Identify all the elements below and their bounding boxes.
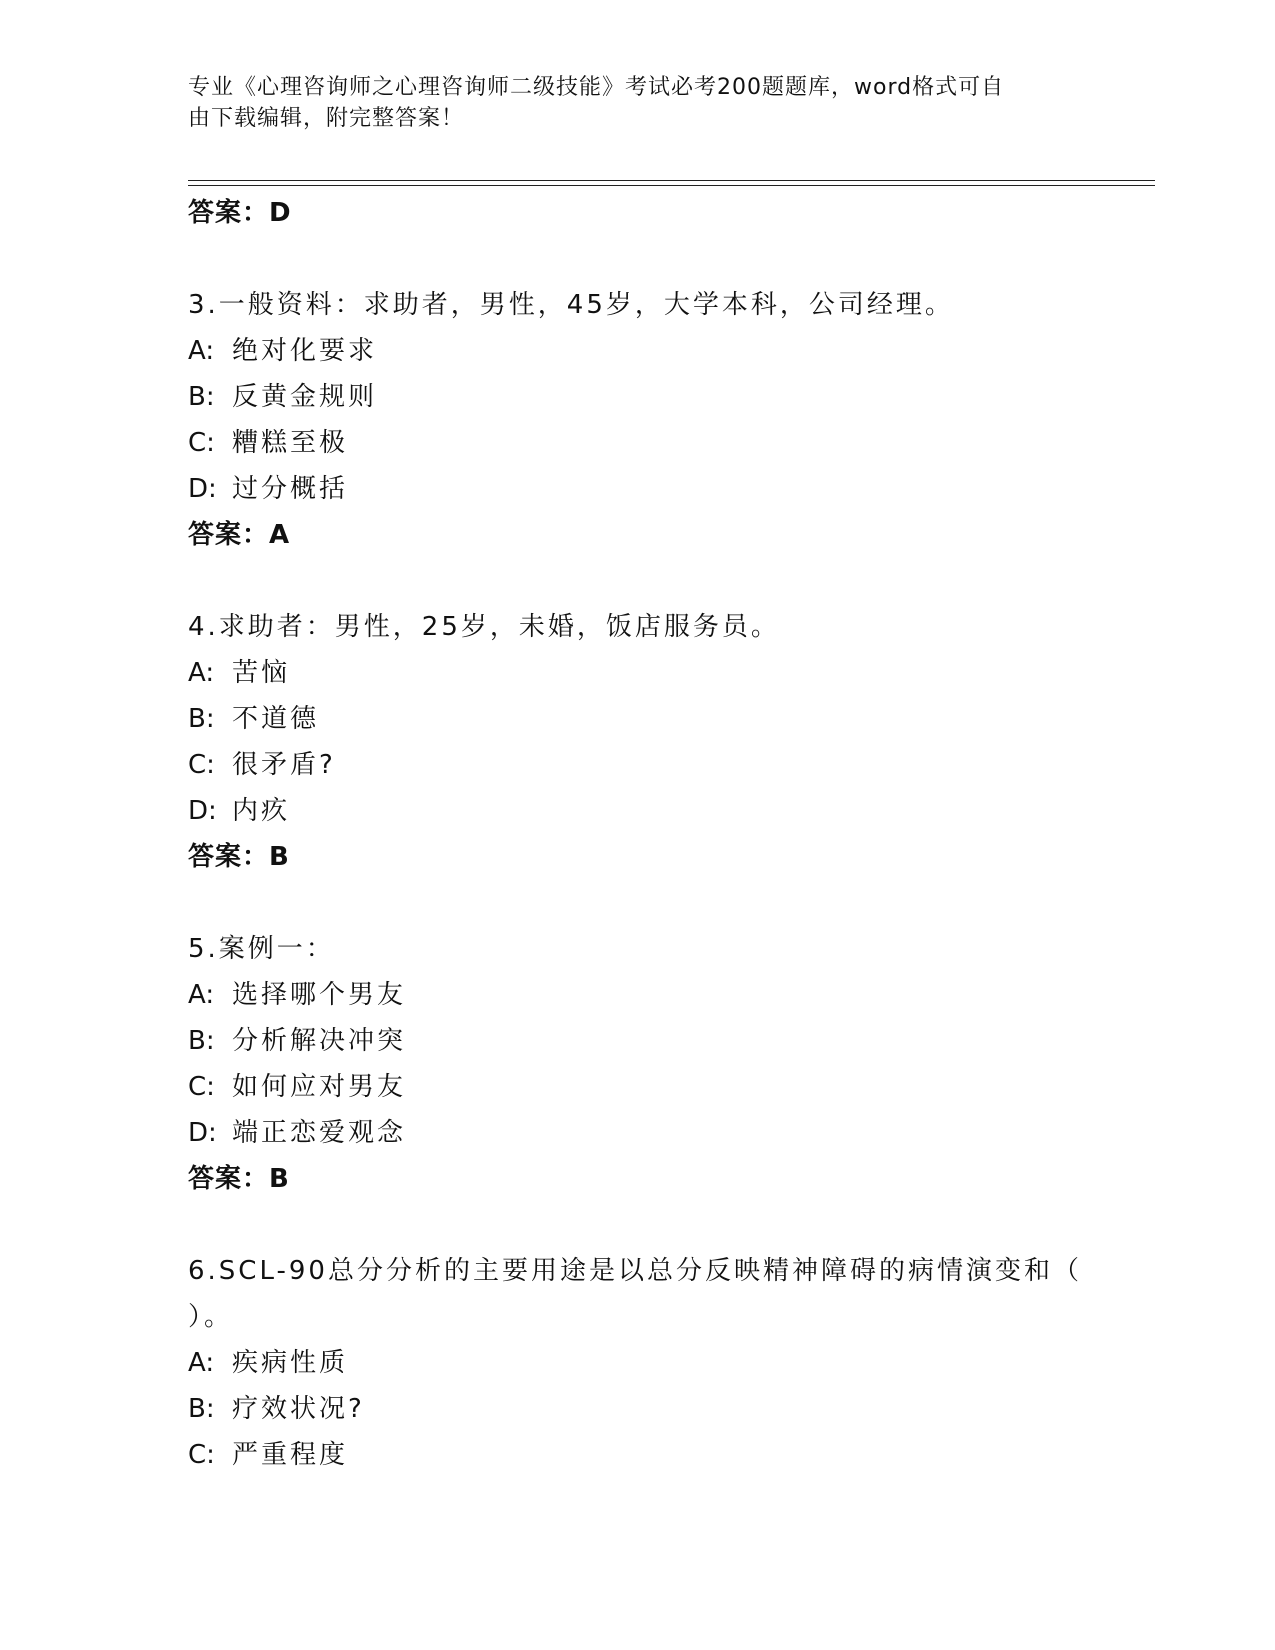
option-c — [188, 420, 1088, 466]
option-text: 严重程度 — [232, 1440, 349, 1470]
option-b — [188, 1018, 1088, 1064]
answer-line: 答案：A — [188, 520, 291, 550]
option-a — [188, 1340, 1088, 1386]
option-key: C: — [188, 1440, 215, 1470]
question-block — [188, 926, 1088, 1202]
option-text: 反黄金规则 — [232, 382, 378, 412]
option-b — [188, 1386, 1088, 1432]
spacer — [188, 880, 1088, 926]
option-text: 端正恋爱观念 — [232, 1118, 407, 1148]
option-key: D: — [188, 796, 217, 826]
option-key: C: — [188, 428, 215, 458]
option-key: D: — [188, 1118, 217, 1148]
option-text: 分析解决冲突 — [232, 1026, 407, 1056]
question-block — [188, 604, 1088, 880]
question-text: 4.求助者：男性，25岁，未婚，饭店服务员。 — [188, 612, 780, 642]
option-key: B: — [188, 1026, 215, 1056]
question-text: 5.案例一： — [188, 934, 335, 964]
option-text: 糟糕至极 — [232, 428, 349, 458]
option-d — [188, 466, 1088, 512]
header-divider-bottom — [188, 185, 1155, 186]
option-key: A: — [188, 336, 215, 366]
spacer — [188, 1202, 1088, 1248]
question-text: 3.一般资料：求助者，男性，45岁，大学本科，公司经理。 — [188, 290, 954, 320]
option-key: A: — [188, 1348, 215, 1378]
question-block — [188, 282, 1088, 558]
option-text: 不道德 — [232, 704, 320, 734]
option-text: 疗效状况? — [232, 1394, 365, 1424]
option-text: 内疚 — [232, 796, 291, 826]
option-key: B: — [188, 382, 215, 412]
question-block — [188, 1248, 1088, 1478]
answer-line: 答案：D — [188, 198, 292, 228]
option-c — [188, 1432, 1088, 1478]
option-key: A: — [188, 980, 215, 1010]
answer-line: 答案：B — [188, 842, 290, 872]
answer-line: 答案：B — [188, 1164, 290, 1194]
option-b — [188, 696, 1088, 742]
header-line-2: 由下载编辑，附完整答案！ — [188, 106, 465, 131]
option-text: 疾病性质 — [232, 1348, 349, 1378]
option-a — [188, 972, 1088, 1018]
option-key: B: — [188, 704, 215, 734]
question-text-continued: ）。 — [188, 1302, 234, 1332]
option-d — [188, 788, 1088, 834]
option-text: 绝对化要求 — [232, 336, 378, 366]
spacer — [188, 558, 1088, 604]
document-body — [188, 190, 1088, 1478]
document-header — [188, 72, 1068, 134]
option-text: 苦恼 — [232, 658, 291, 688]
option-d — [188, 1110, 1088, 1156]
header-line-1: 专业《心理咨询师之心理咨询师二级技能》考试必考200题题库，word格式可自 — [188, 75, 1005, 100]
option-c — [188, 1064, 1088, 1110]
header-divider-top — [188, 180, 1155, 181]
option-text: 如何应对男友 — [232, 1072, 407, 1102]
option-c — [188, 742, 1088, 788]
option-a — [188, 328, 1088, 374]
option-b — [188, 374, 1088, 420]
option-text: 过分概括 — [232, 474, 349, 504]
option-key: A: — [188, 658, 215, 688]
question-text: 6.SCL-90总分分析的主要用途是以总分反映精神障碍的病情演变和（ — [188, 1256, 1082, 1286]
option-a — [188, 650, 1088, 696]
option-key: B: — [188, 1394, 215, 1424]
option-text: 选择哪个男友 — [232, 980, 407, 1010]
option-text: 很矛盾? — [232, 750, 336, 780]
spacer — [188, 236, 1088, 282]
option-key: C: — [188, 1072, 215, 1102]
option-key: D: — [188, 474, 217, 504]
option-key: C: — [188, 750, 215, 780]
